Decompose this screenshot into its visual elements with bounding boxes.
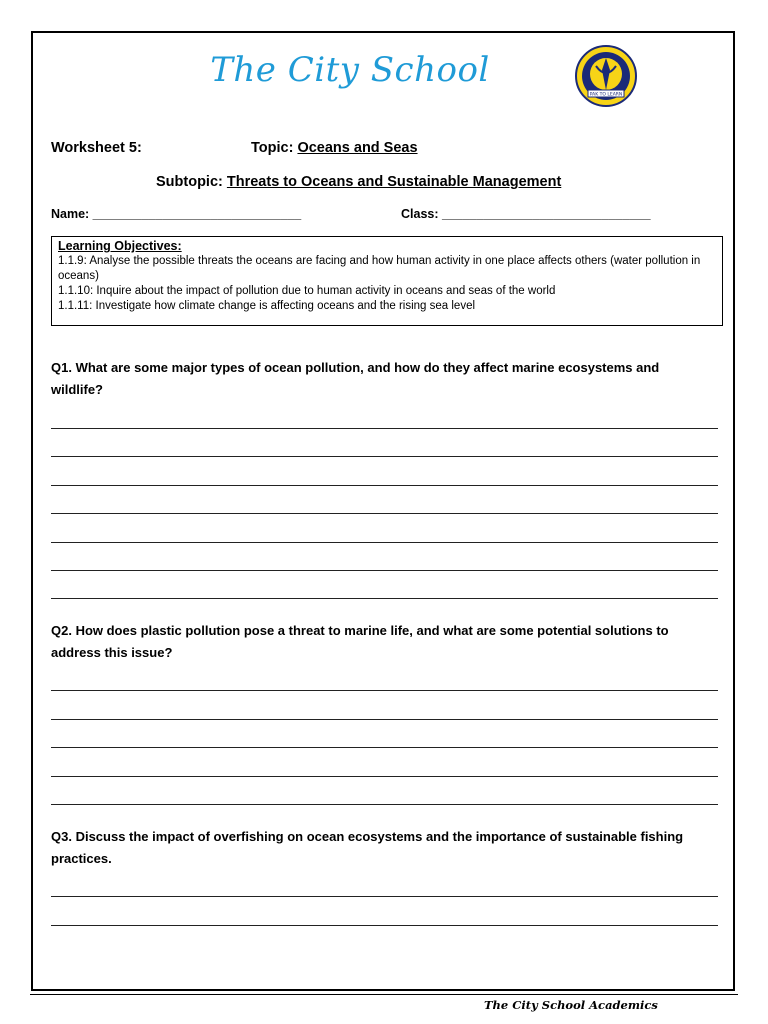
objective-item: 1.1.10: Inquire about the impact of pollution due to human activity in oceans and seas of the world (58, 285, 556, 297)
footer-text: The City School Academics (484, 998, 658, 1012)
learning-objectives-box (51, 236, 723, 326)
answer-line[interactable] (51, 747, 718, 748)
page-border-bottom-line (30, 994, 738, 995)
answer-line[interactable] (51, 570, 718, 571)
answer-line[interactable] (51, 456, 718, 457)
answer-line[interactable] (51, 485, 718, 486)
topic-label: Topic: (251, 140, 294, 156)
school-logo-icon (574, 44, 638, 108)
topic-value: Oceans and Seas (297, 140, 418, 156)
answer-line[interactable] (51, 542, 718, 543)
subtopic (156, 174, 561, 190)
answer-line[interactable] (51, 804, 718, 805)
answer-line[interactable] (51, 690, 718, 691)
answer-line[interactable] (51, 776, 718, 777)
topic (251, 140, 418, 156)
subtopic-value: Threats to Oceans and Sustainable Management (226, 174, 562, 190)
subtopic-label: Subtopic: (156, 174, 223, 190)
answer-line[interactable] (51, 598, 718, 599)
logo-text: PAK TO LEARN (589, 92, 623, 98)
answer-line[interactable] (51, 428, 718, 429)
worksheet-number: Worksheet 5: (51, 140, 142, 156)
question-3: Q3. Discuss the impact of overfishing on ocean ecosystems and the importance of sustainable fishing practices. (51, 829, 684, 866)
class-field: Class: ______________________________ (401, 207, 651, 221)
answer-line[interactable] (51, 513, 718, 514)
answer-line[interactable] (51, 896, 718, 897)
school-title: The City School (210, 50, 490, 90)
answer-line[interactable] (51, 925, 718, 926)
question-2: Q2. How does plastic pollution pose a threat to marine life, and what are some potential solutions to address this issue? (51, 623, 669, 660)
question-1: Q1. What are some major types of ocean pollution, and how do they affect marine ecosystems and wildlife? (51, 360, 660, 397)
objective-item: 1.1.9: Analyse the possible threats the oceans are facing and how human activity in one place affects others (water pollution in oceans) (58, 255, 701, 282)
answer-line[interactable] (51, 719, 718, 720)
name-field: Name: ______________________________ (51, 207, 302, 221)
objective-item: 1.1.11: Investigate how climate change is affecting oceans and the rising sea level (58, 300, 476, 312)
objectives-heading: Learning Objectives: (58, 239, 182, 253)
